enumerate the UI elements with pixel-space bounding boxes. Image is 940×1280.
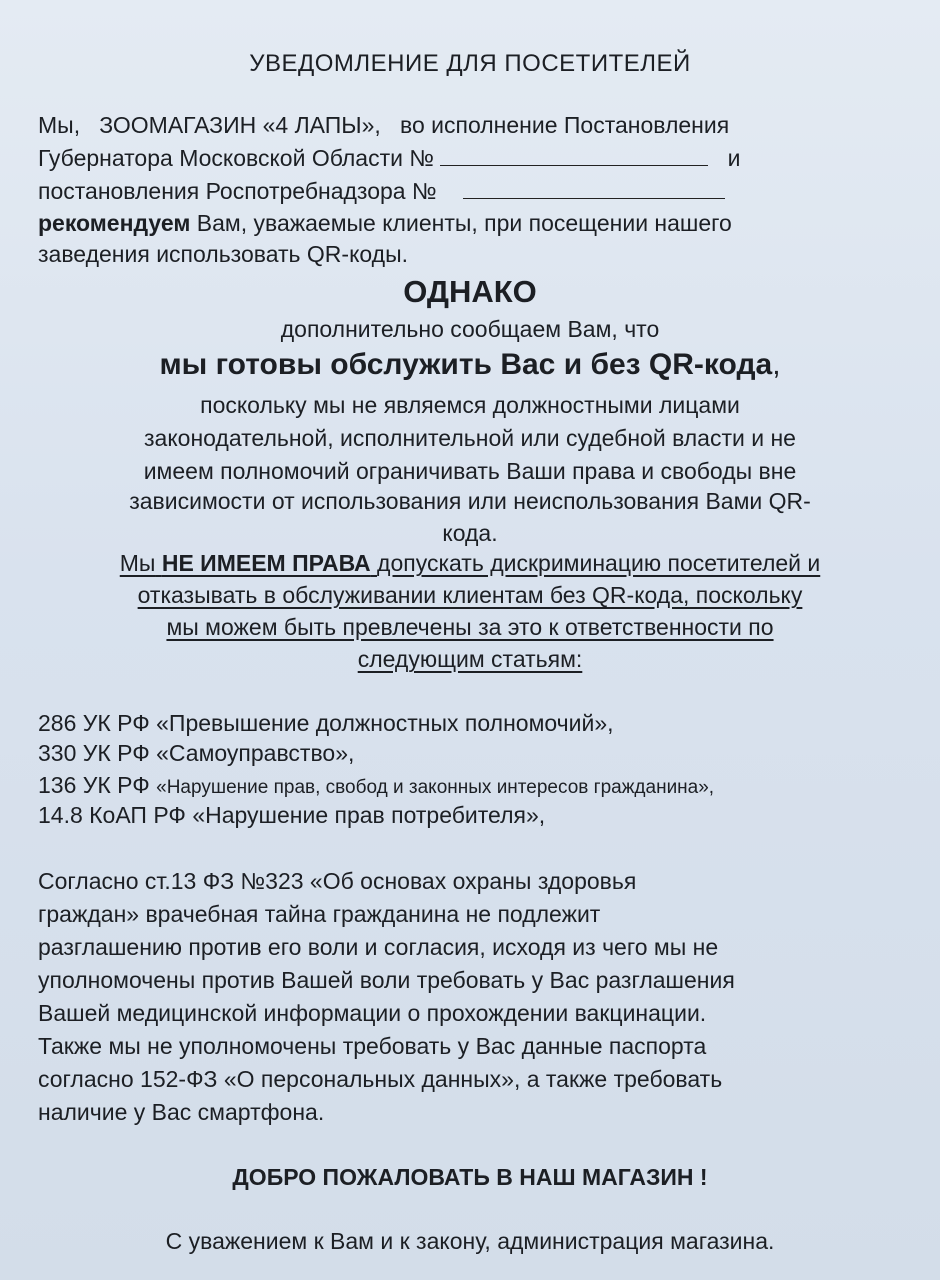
article-286: 286 УК РФ «Превышение должностных полномочий», [38, 710, 614, 736]
rospotrebnadzor-number-blank [463, 178, 725, 199]
decree-number-blank [440, 145, 708, 166]
law-line: наличие у Вас смартфона. [38, 1099, 325, 1125]
signature: С уважением к Вам и к закону, администрация магазина. [165, 1228, 775, 1254]
however-heading: ОДНАКО [403, 274, 537, 309]
law-line: разглашению против его воли и согласия, исходя из чего мы не [38, 934, 719, 960]
law-line: граждан» врачебная тайна гражданина не подлежит [38, 901, 601, 927]
warning-line: следующим статьям: [357, 646, 583, 672]
however-subtitle: дополнительно сообщаем Вам, что [280, 316, 660, 342]
intro-line-1: Мы, ЗООМАГАЗИН «4 ЛАПЫ», во исполнение Постановления [38, 112, 730, 138]
law-line: уполномочены против Вашей воли требовать у Вас разглашения [38, 967, 735, 993]
key-statement: мы готовы обслужить Вас и без QR-кода, [159, 348, 781, 381]
reason-line: зависимости от использования или неиспользования Вами QR- [129, 488, 811, 514]
intro-line-4: рекомендуем Вам, уважаемые клиенты, при посещении нашего [38, 210, 732, 236]
intro-line-5: заведения использовать QR-коды. [38, 241, 409, 267]
law-line: Согласно ст.13 ФЗ №323 «Об основах охраны здоровья [38, 868, 637, 894]
article-136: 136 УК РФ «Нарушение прав, свобод и законных интересов гражданина», [38, 772, 715, 798]
reason-line: кода. [442, 520, 498, 546]
article-330: 330 УК РФ «Самоуправство», [38, 740, 355, 766]
law-line: согласно 152-ФЗ «О персональных данных», а также требовать [38, 1066, 723, 1092]
reason-line: законодательной, исполнительной или судебной власти и не [144, 425, 796, 451]
warning-line: отказывать в обслуживании клиентам без QR-кода, поскольку [137, 582, 803, 608]
warning-line: мы можем быть превлечены за это к ответственности по [166, 614, 774, 640]
reason-line: имеем полномочий ограничивать Ваши права и свободы вне [143, 458, 797, 484]
intro-line-3: постановления Роспотребнадзора № [38, 178, 725, 203]
reason-line: поскольку мы не являемся должностными лицами [200, 392, 740, 418]
article-14-8: 14.8 КоАП РФ «Нарушение прав потребителя», [38, 802, 546, 828]
welcome-heading: ДОБРО ПОЖАЛОВАТЬ В НАШ МАГАЗИН ! [232, 1164, 708, 1190]
intro-line-2: Губернатора Московской Области № и [38, 145, 741, 171]
law-line: Также мы не уполномочены требовать у Вас данные паспорта [38, 1033, 707, 1059]
warning-line-1: Мы НЕ ИМЕЕМ ПРАВА допускать дискриминацию посетителей и [119, 550, 821, 576]
notice-title: УВЕДОМЛЕНИЕ ДЛЯ ПОСЕТИТЕЛЕЙ [249, 50, 691, 77]
law-line: Вашей медицинской информации о прохождении вакцинации. [38, 1000, 707, 1026]
